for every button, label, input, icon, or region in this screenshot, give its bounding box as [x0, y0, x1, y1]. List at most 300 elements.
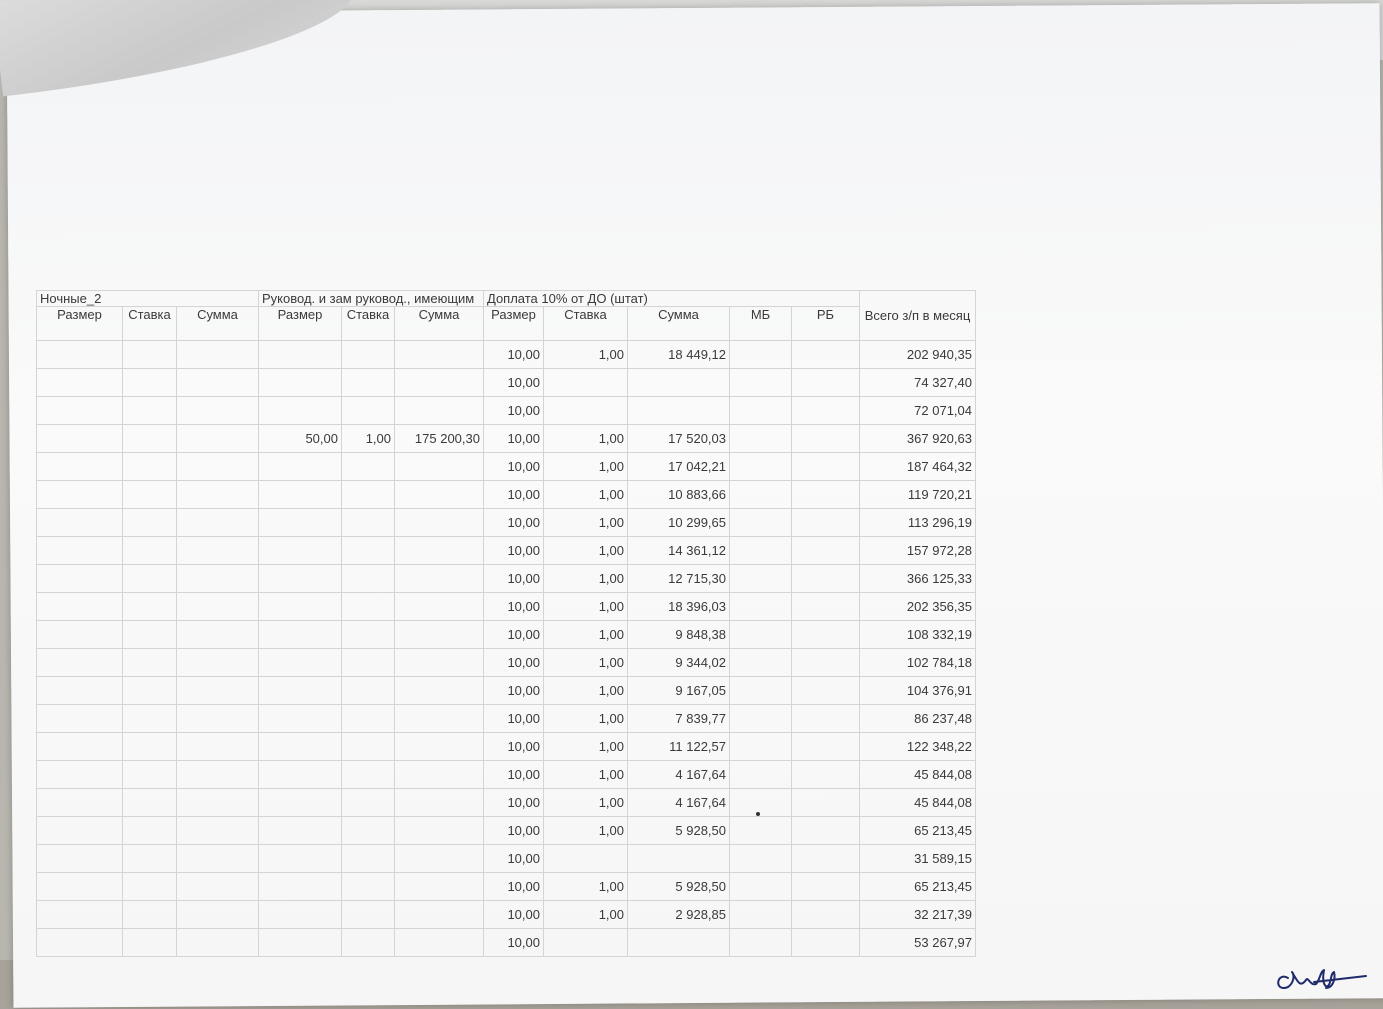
mgr-sum-cell: 175 200,30: [395, 425, 484, 453]
bonus-sum-cell: 12 715,30: [628, 565, 730, 593]
mgr-size-cell: [259, 677, 342, 705]
total-cell: 45 844,08: [860, 761, 976, 789]
night-rate-cell: [123, 341, 177, 369]
table-row: [37, 733, 976, 761]
mgr-sum-cell: [395, 537, 484, 565]
mgr-rate-cell: [342, 705, 395, 733]
bonus-sum-cell: 4 167,64: [628, 761, 730, 789]
night-sum-cell: [177, 537, 259, 565]
signature: [1270, 958, 1370, 998]
night-size-cell: [37, 481, 123, 509]
mgr-size-cell: [259, 593, 342, 621]
night-sum-cell: [177, 481, 259, 509]
mgr-size-cell: [259, 845, 342, 873]
night-size-cell: [37, 761, 123, 789]
mgr-rate-cell: [342, 929, 395, 957]
bonus-rate-cell: [544, 929, 628, 957]
bonus-sum-cell: 7 839,77: [628, 705, 730, 733]
bonus-size-cell: 10,00: [484, 901, 544, 929]
mb-cell: [730, 845, 792, 873]
table-row: [37, 397, 976, 425]
mb-cell: [730, 789, 792, 817]
mgr-sum-cell: [395, 901, 484, 929]
mgr-sum-cell: [395, 761, 484, 789]
night-size-cell: [37, 845, 123, 873]
bonus-rate-cell: 1,00: [544, 481, 628, 509]
night-rate-cell: [123, 733, 177, 761]
total-cell: 108 332,19: [860, 621, 976, 649]
bonus-size-cell: 10,00: [484, 761, 544, 789]
bonus-rate-cell: 1,00: [544, 425, 628, 453]
rb-cell: [792, 453, 860, 481]
night-rate-cell: [123, 565, 177, 593]
mgr-sum-cell: [395, 621, 484, 649]
mgr-sum-cell: [395, 929, 484, 957]
bonus-size-cell: 10,00: [484, 397, 544, 425]
bonus-size-cell: 10,00: [484, 341, 544, 369]
mgr-rate-cell: [342, 677, 395, 705]
bonus-size-cell: 10,00: [484, 509, 544, 537]
bonus-size-cell: 10,00: [484, 481, 544, 509]
bonus-rate-cell: 1,00: [544, 873, 628, 901]
night-rate-cell: [123, 761, 177, 789]
mgr-size-cell: [259, 509, 342, 537]
bonus-rate-cell: 1,00: [544, 901, 628, 929]
rb-cell: [792, 369, 860, 397]
night-size-cell: [37, 677, 123, 705]
bonus-sum-cell: 18 449,12: [628, 341, 730, 369]
total-cell: 367 920,63: [860, 425, 976, 453]
bonus-sum-cell: 10 883,66: [628, 481, 730, 509]
salary-table: [36, 290, 976, 957]
rb-cell: [792, 705, 860, 733]
bonus-rate-cell: [544, 369, 628, 397]
mgr-sum-cell: [395, 789, 484, 817]
column-header-bonus-rate: Ставка: [544, 307, 628, 341]
total-cell: 157 972,28: [860, 537, 976, 565]
bonus-rate-cell: 1,00: [544, 761, 628, 789]
mgr-rate-cell: [342, 761, 395, 789]
mgr-sum-cell: [395, 817, 484, 845]
table-row: [37, 425, 976, 453]
total-cell: 53 267,97: [860, 929, 976, 957]
table-row: [37, 677, 976, 705]
mgr-size-cell: [259, 621, 342, 649]
mgr-size-cell: [259, 761, 342, 789]
mgr-rate-cell: [342, 481, 395, 509]
total-cell: 202 356,35: [860, 593, 976, 621]
bonus-sum-cell: 9 167,05: [628, 677, 730, 705]
night-rate-cell: [123, 509, 177, 537]
total-cell: 86 237,48: [860, 705, 976, 733]
bonus-size-cell: 10,00: [484, 621, 544, 649]
mb-cell: [730, 481, 792, 509]
mgr-size-cell: [259, 481, 342, 509]
mgr-rate-cell: [342, 789, 395, 817]
bonus-sum-cell: 9 848,38: [628, 621, 730, 649]
night-sum-cell: [177, 929, 259, 957]
mgr-sum-cell: [395, 873, 484, 901]
mgr-rate-cell: [342, 509, 395, 537]
mb-cell: [730, 705, 792, 733]
rb-cell: [792, 677, 860, 705]
total-cell: 65 213,45: [860, 817, 976, 845]
night-size-cell: [37, 901, 123, 929]
bonus-sum-cell: [628, 397, 730, 425]
column-header-mgr-sum: Сумма: [395, 307, 484, 341]
bonus-rate-cell: 1,00: [544, 453, 628, 481]
mgr-sum-cell: [395, 593, 484, 621]
night-size-cell: [37, 789, 123, 817]
night-size-cell: [37, 565, 123, 593]
rb-cell: [792, 789, 860, 817]
total-cell: 65 213,45: [860, 873, 976, 901]
column-header-row: [37, 307, 976, 341]
bonus-sum-cell: 9 344,02: [628, 649, 730, 677]
table-row: [37, 901, 976, 929]
mgr-size-cell: [259, 789, 342, 817]
bonus-size-cell: 10,00: [484, 733, 544, 761]
mgr-rate-cell: [342, 453, 395, 481]
bonus-size-cell: 10,00: [484, 453, 544, 481]
table-row: [37, 789, 976, 817]
night-sum-cell: [177, 845, 259, 873]
mgr-sum-cell: [395, 509, 484, 537]
mb-cell: [730, 593, 792, 621]
total-cell: 104 376,91: [860, 677, 976, 705]
night-rate-cell: [123, 593, 177, 621]
night-size-cell: [37, 621, 123, 649]
total-cell: 366 125,33: [860, 565, 976, 593]
table-row: [37, 705, 976, 733]
night-size-cell: [37, 873, 123, 901]
night-rate-cell: [123, 537, 177, 565]
night-rate-cell: [123, 621, 177, 649]
rb-cell: [792, 873, 860, 901]
total-cell: 45 844,08: [860, 789, 976, 817]
total-cell: 31 589,15: [860, 845, 976, 873]
total-cell: 122 348,22: [860, 733, 976, 761]
bonus-rate-cell: 1,00: [544, 789, 628, 817]
total-cell: 187 464,32: [860, 453, 976, 481]
rb-cell: [792, 817, 860, 845]
bonus-size-cell: 10,00: [484, 817, 544, 845]
night-sum-cell: [177, 733, 259, 761]
total-cell: 102 784,18: [860, 649, 976, 677]
rb-cell: [792, 397, 860, 425]
bonus-rate-cell: 1,00: [544, 649, 628, 677]
bonus-rate-cell: 1,00: [544, 593, 628, 621]
bonus-sum-cell: 5 928,50: [628, 873, 730, 901]
night-rate-cell: [123, 677, 177, 705]
mgr-size-cell: [259, 341, 342, 369]
mgr-size-cell: [259, 873, 342, 901]
column-header-bonus-sum: Сумма: [628, 307, 730, 341]
group-header-bonus: Доплата 10% от ДО (штат): [484, 291, 860, 307]
night-sum-cell: [177, 593, 259, 621]
table-row: [37, 537, 976, 565]
column-header-bonus-size: Размер: [484, 307, 544, 341]
bonus-rate-cell: [544, 845, 628, 873]
bonus-size-cell: 10,00: [484, 845, 544, 873]
bonus-rate-cell: 1,00: [544, 677, 628, 705]
night-size-cell: [37, 341, 123, 369]
mb-cell: [730, 565, 792, 593]
night-size-cell: [37, 509, 123, 537]
mgr-rate-cell: [342, 593, 395, 621]
column-header-mgr-rate: Ставка: [342, 307, 395, 341]
mb-cell: [730, 397, 792, 425]
table-row: [37, 649, 976, 677]
mgr-rate-cell: [342, 733, 395, 761]
night-sum-cell: [177, 761, 259, 789]
mgr-size-cell: [259, 901, 342, 929]
bonus-sum-cell: 4 167,64: [628, 789, 730, 817]
mb-cell: [730, 341, 792, 369]
mgr-sum-cell: [395, 397, 484, 425]
table-row: [37, 369, 976, 397]
rb-cell: [792, 845, 860, 873]
bonus-size-cell: 10,00: [484, 705, 544, 733]
bonus-rate-cell: 1,00: [544, 537, 628, 565]
mgr-rate-cell: [342, 901, 395, 929]
mgr-sum-cell: [395, 341, 484, 369]
total-cell: 119 720,21: [860, 481, 976, 509]
night-sum-cell: [177, 817, 259, 845]
mgr-size-cell: [259, 649, 342, 677]
bonus-size-cell: 10,00: [484, 677, 544, 705]
bonus-sum-cell: 5 928,50: [628, 817, 730, 845]
night-sum-cell: [177, 705, 259, 733]
mgr-sum-cell: [395, 649, 484, 677]
bonus-sum-cell: 11 122,57: [628, 733, 730, 761]
rb-cell: [792, 621, 860, 649]
mgr-size-cell: [259, 397, 342, 425]
night-size-cell: [37, 425, 123, 453]
mgr-sum-cell: [395, 845, 484, 873]
bonus-sum-cell: 17 042,21: [628, 453, 730, 481]
table-row: [37, 929, 976, 957]
night-rate-cell: [123, 649, 177, 677]
rb-cell: [792, 761, 860, 789]
bonus-size-cell: 10,00: [484, 565, 544, 593]
night-sum-cell: [177, 341, 259, 369]
night-size-cell: [37, 705, 123, 733]
table-row: [37, 593, 976, 621]
mgr-rate-cell: [342, 845, 395, 873]
mgr-rate-cell: [342, 341, 395, 369]
bonus-rate-cell: 1,00: [544, 509, 628, 537]
night-size-cell: [37, 537, 123, 565]
night-size-cell: [37, 649, 123, 677]
bonus-sum-cell: [628, 369, 730, 397]
mgr-size-cell: [259, 369, 342, 397]
mgr-size-cell: [259, 733, 342, 761]
night-rate-cell: [123, 705, 177, 733]
bonus-size-cell: 10,00: [484, 425, 544, 453]
mgr-sum-cell: [395, 453, 484, 481]
table-row: [37, 509, 976, 537]
mgr-size-cell: [259, 537, 342, 565]
bonus-size-cell: 10,00: [484, 649, 544, 677]
night-size-cell: [37, 397, 123, 425]
mgr-rate-cell: [342, 565, 395, 593]
mgr-rate-cell: 1,00: [342, 425, 395, 453]
total-cell: 202 940,35: [860, 341, 976, 369]
mgr-rate-cell: [342, 369, 395, 397]
night-sum-cell: [177, 789, 259, 817]
salary-table-section: [36, 290, 976, 957]
group-header-managers: Руковод. и зам руковод., имеющим: [259, 291, 484, 307]
mgr-rate-cell: [342, 873, 395, 901]
rb-cell: [792, 901, 860, 929]
mgr-sum-cell: [395, 733, 484, 761]
bonus-rate-cell: 1,00: [544, 817, 628, 845]
group-header-total: Всего з/п в месяц: [860, 291, 976, 341]
table-row: [37, 845, 976, 873]
night-sum-cell: [177, 565, 259, 593]
total-cell: 113 296,19: [860, 509, 976, 537]
mgr-sum-cell: [395, 565, 484, 593]
bonus-sum-cell: 14 361,12: [628, 537, 730, 565]
mb-cell: [730, 649, 792, 677]
mb-cell: [730, 621, 792, 649]
mgr-rate-cell: [342, 397, 395, 425]
mb-cell: [730, 537, 792, 565]
bonus-size-cell: 10,00: [484, 593, 544, 621]
mb-cell: [730, 453, 792, 481]
table-row: [37, 817, 976, 845]
bonus-sum-cell: 2 928,85: [628, 901, 730, 929]
night-sum-cell: [177, 509, 259, 537]
mgr-size-cell: [259, 817, 342, 845]
mgr-size-cell: [259, 705, 342, 733]
bonus-sum-cell: [628, 845, 730, 873]
rb-cell: [792, 565, 860, 593]
mgr-rate-cell: [342, 621, 395, 649]
table-row: [37, 621, 976, 649]
mb-cell: [730, 901, 792, 929]
mgr-rate-cell: [342, 817, 395, 845]
curled-paper-corner: [0, 0, 361, 96]
night-sum-cell: [177, 425, 259, 453]
rb-cell: [792, 649, 860, 677]
rb-cell: [792, 509, 860, 537]
mb-cell: [730, 733, 792, 761]
column-header-mgr-size: Размер: [259, 307, 342, 341]
night-rate-cell: [123, 397, 177, 425]
mgr-size-cell: 50,00: [259, 425, 342, 453]
table-row: [37, 873, 976, 901]
rb-cell: [792, 537, 860, 565]
column-header-mb: МБ: [730, 307, 792, 341]
bonus-rate-cell: [544, 397, 628, 425]
total-cell: 74 327,40: [860, 369, 976, 397]
table-row: [37, 481, 976, 509]
bonus-size-cell: 10,00: [484, 789, 544, 817]
night-rate-cell: [123, 369, 177, 397]
rb-cell: [792, 593, 860, 621]
total-cell: 72 071,04: [860, 397, 976, 425]
mb-cell: [730, 425, 792, 453]
night-rate-cell: [123, 929, 177, 957]
night-rate-cell: [123, 481, 177, 509]
mgr-size-cell: [259, 565, 342, 593]
bonus-sum-cell: 18 396,03: [628, 593, 730, 621]
bonus-sum-cell: 17 520,03: [628, 425, 730, 453]
column-header-night-sum: Сумма: [177, 307, 259, 341]
mb-cell: [730, 761, 792, 789]
mgr-size-cell: [259, 929, 342, 957]
bonus-size-cell: 10,00: [484, 369, 544, 397]
night-rate-cell: [123, 901, 177, 929]
rb-cell: [792, 733, 860, 761]
night-rate-cell: [123, 873, 177, 901]
night-rate-cell: [123, 845, 177, 873]
mgr-sum-cell: [395, 369, 484, 397]
ink-dot: [756, 812, 760, 816]
mgr-sum-cell: [395, 677, 484, 705]
night-rate-cell: [123, 817, 177, 845]
total-cell: 32 217,39: [860, 901, 976, 929]
night-sum-cell: [177, 873, 259, 901]
night-rate-cell: [123, 425, 177, 453]
mb-cell: [730, 677, 792, 705]
night-sum-cell: [177, 677, 259, 705]
column-header-night-size: Размер: [37, 307, 123, 341]
night-size-cell: [37, 733, 123, 761]
night-size-cell: [37, 453, 123, 481]
bonus-rate-cell: 1,00: [544, 705, 628, 733]
bonus-rate-cell: 1,00: [544, 733, 628, 761]
night-size-cell: [37, 369, 123, 397]
mgr-sum-cell: [395, 705, 484, 733]
mgr-rate-cell: [342, 649, 395, 677]
mgr-rate-cell: [342, 537, 395, 565]
mb-cell: [730, 509, 792, 537]
night-rate-cell: [123, 453, 177, 481]
night-sum-cell: [177, 649, 259, 677]
night-size-cell: [37, 817, 123, 845]
column-header-rb: РБ: [792, 307, 860, 341]
bonus-size-cell: 10,00: [484, 929, 544, 957]
night-sum-cell: [177, 453, 259, 481]
bonus-size-cell: 10,00: [484, 873, 544, 901]
night-sum-cell: [177, 901, 259, 929]
mgr-sum-cell: [395, 481, 484, 509]
night-size-cell: [37, 929, 123, 957]
column-header-night-rate: Ставка: [123, 307, 177, 341]
night-sum-cell: [177, 621, 259, 649]
bonus-sum-cell: [628, 929, 730, 957]
bonus-sum-cell: 10 299,65: [628, 509, 730, 537]
group-header-row: [37, 291, 976, 307]
mb-cell: [730, 873, 792, 901]
mb-cell: [730, 929, 792, 957]
mgr-size-cell: [259, 453, 342, 481]
night-sum-cell: [177, 369, 259, 397]
night-rate-cell: [123, 789, 177, 817]
rb-cell: [792, 341, 860, 369]
night-sum-cell: [177, 397, 259, 425]
table-row: [37, 565, 976, 593]
rb-cell: [792, 425, 860, 453]
bonus-rate-cell: 1,00: [544, 621, 628, 649]
rb-cell: [792, 929, 860, 957]
night-size-cell: [37, 593, 123, 621]
bonus-rate-cell: 1,00: [544, 341, 628, 369]
mb-cell: [730, 817, 792, 845]
